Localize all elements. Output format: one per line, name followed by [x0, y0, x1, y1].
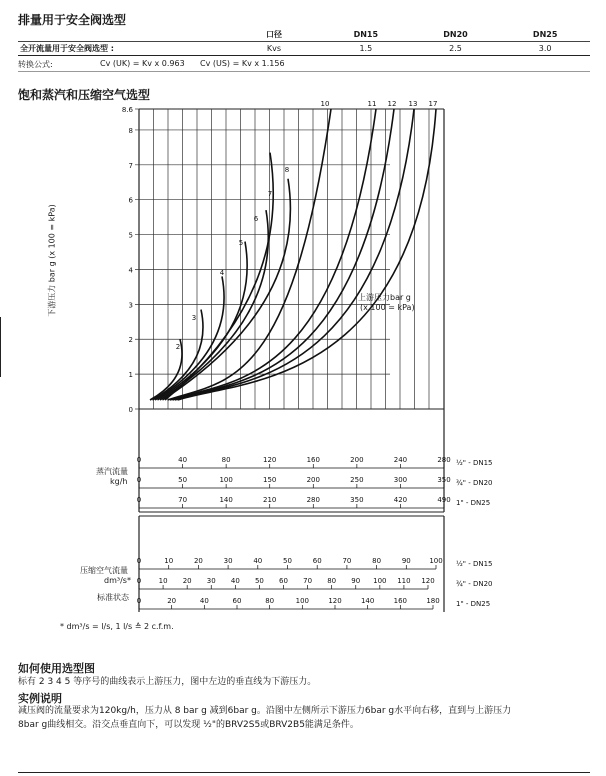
y-tick-label: 1	[128, 371, 133, 380]
scale-tick-label: 60	[312, 557, 322, 565]
air-standard-label: 标准状态	[97, 593, 129, 602]
col-dn20: DN20	[443, 30, 468, 39]
scale-tick-label: 100	[295, 597, 310, 605]
steam-flow-label: 蒸汽流量	[96, 467, 128, 476]
scale-size-label: ½" - DN15	[456, 560, 493, 568]
scale-tick-label: 0	[136, 577, 142, 585]
scale-tick-label: 70	[303, 577, 313, 585]
scale-size-label: 1" - DN25	[456, 600, 491, 608]
scale-tick-label: 50	[254, 577, 264, 585]
scale-tick-label: 420	[393, 496, 408, 504]
curve-upstream-11	[170, 109, 376, 400]
scale-size-label: ½" - DN15	[456, 459, 493, 467]
scale-tick-label: 80	[221, 456, 231, 464]
curve-label: 6	[253, 215, 259, 223]
scale-tick-label: 300	[393, 476, 408, 484]
air-flow-unit: dm³/s*	[104, 576, 131, 585]
scale-tick-label: 30	[223, 557, 233, 565]
scale-tick-label: 160	[393, 597, 408, 605]
scale-tick-label: 80	[372, 557, 382, 565]
curve-label: 5	[238, 239, 244, 247]
col-dn25: DN25	[532, 30, 558, 39]
scale-tick-label: 120	[263, 456, 277, 464]
scale-tick-label: 280	[437, 456, 451, 464]
example-line2: 8bar g曲线相交。沿交点垂直向下，可以发现 ½"的BRV2S5或BRV2B5能满足条件。	[18, 720, 359, 730]
scale-tick-label: 40	[253, 557, 263, 565]
section-title-relief: 排量用于安全阀选型	[18, 13, 127, 27]
scale-tick-label: 240	[393, 456, 408, 464]
scale-tick-label: 20	[182, 577, 192, 585]
scale-tick-label: 490	[437, 496, 451, 504]
scale-tick-label: 120	[421, 577, 435, 585]
curve-upstream-12	[173, 109, 395, 400]
y-tick-label: 8.6	[121, 106, 133, 114]
upstream-unit: (x 100 = kPa)	[360, 303, 415, 312]
kv-dn20: 2.5	[449, 44, 462, 53]
scale-tick-label: 100	[429, 557, 443, 565]
scale-tick-label: 60	[232, 597, 242, 605]
curve-label: 12	[387, 100, 397, 108]
y-tick-label: 7	[128, 161, 133, 170]
scale-tick-label: 350	[350, 496, 364, 504]
scale-size-label: ¾" - DN20	[456, 580, 493, 588]
scale-tick-label: 20	[193, 557, 203, 565]
scale-tick-label: 0	[136, 557, 142, 565]
scale-tick-label: 0	[136, 456, 142, 464]
y-tick-label: 2	[128, 336, 133, 345]
formula-uk: Cv (UK) = Kv x 0.963	[100, 59, 185, 68]
scale-tick-label: 160	[306, 456, 320, 464]
scale-tick-label: 140	[219, 496, 233, 504]
kv-label: Kvs	[266, 44, 282, 53]
steam-flow-unit: kg/h	[110, 477, 128, 486]
curve-label: 11	[367, 100, 377, 108]
scale-tick-label: 0	[136, 496, 142, 504]
curve-label: 3	[191, 314, 197, 322]
scale-tick-label: 200	[350, 456, 364, 464]
scale-tick-label: 200	[306, 476, 320, 484]
kv-dn15: 1.5	[359, 44, 373, 53]
howto-text: 标有 2 3 4 5 等序号的曲线表示上游压力，图中左边的垂直线为下游压力。	[18, 677, 317, 687]
scale-tick-label: 110	[397, 577, 411, 585]
y-tick-label: 0	[128, 406, 133, 414]
y-axis-label: 下游压力 bar g (x 100 = kPa)	[47, 204, 57, 317]
scale-tick-label: 40	[178, 456, 188, 464]
curve-label: 2	[175, 343, 181, 351]
scale-tick-label: 50	[283, 557, 292, 565]
scale-tick-label: 140	[360, 597, 375, 605]
scale-tick-label: 90	[351, 577, 361, 585]
curve-label: 10	[320, 100, 330, 108]
curve-upstream-17	[175, 109, 437, 400]
scale-tick-label: 20	[167, 597, 177, 605]
curve-upstream-10	[168, 109, 332, 400]
scale-tick-label: 70	[342, 557, 352, 565]
scale-tick-label: 10	[158, 577, 168, 585]
scale-tick-label: 80	[327, 577, 337, 585]
scale-tick-label: 100	[373, 577, 387, 585]
scale-tick-label: 100	[219, 476, 233, 484]
example-line1: 减压阀的流量要求为120kg/h，压力从 8 bar g 减到6bar g。沿图中左侧所示下游压力6bar g水平向右移，直到与上游压力	[18, 706, 512, 716]
formula-label: 转换公式:	[18, 60, 53, 69]
scale-tick-label: 70	[178, 496, 188, 504]
curve-label: 7	[267, 190, 273, 198]
example-title: 实例说明	[18, 692, 62, 705]
scale-tick-label: 0	[136, 597, 142, 605]
air-flow-label: 压缩空气流量	[80, 566, 128, 575]
scale-tick-label: 180	[426, 597, 440, 605]
upstream-label: 上游压力bar g	[358, 293, 411, 302]
footnote: * dm³/s = l/s, 1 l/s ≙ 2 c.f.m.	[60, 622, 174, 631]
scale-tick-label: 350	[437, 476, 451, 484]
y-tick-label: 6	[128, 196, 133, 205]
scale-tick-label: 30	[206, 577, 216, 585]
y-tick-label: 3	[128, 301, 133, 310]
formula-us: Cv (US) = Kv x 1.156	[200, 59, 285, 68]
y-tick-label: 8	[128, 126, 133, 135]
section-title-chart: 饱和蒸汽和压缩空气选型	[18, 88, 151, 102]
scale-tick-label: 280	[306, 496, 320, 504]
scale-tick-label: 80	[265, 597, 275, 605]
y-tick-label: 4	[128, 266, 133, 275]
scale-tick-label: 250	[350, 476, 364, 484]
row-label: 全开流量用于安全阀选型 :	[20, 44, 114, 53]
scale-tick-label: 40	[199, 597, 209, 605]
scale-tick-label: 60	[279, 577, 288, 585]
scale-tick-label: 40	[230, 577, 240, 585]
size-header: 口径	[266, 30, 282, 39]
kv-dn25: 3.0	[538, 44, 552, 53]
scale-tick-label: 10	[164, 557, 174, 565]
scale-tick-label: 120	[328, 597, 342, 605]
curve-label: 13	[408, 100, 418, 108]
scale-tick-label: 50	[178, 476, 188, 484]
scale-tick-label: 0	[136, 476, 142, 484]
scale-tick-label: 90	[401, 557, 411, 565]
curve-label: 4	[219, 269, 225, 277]
scale-size-label: ¾" - DN20	[456, 479, 493, 487]
curve-label: 17	[428, 100, 438, 108]
scale-tick-label: 150	[263, 476, 277, 484]
y-tick-label: 5	[128, 231, 133, 240]
howto-title: 如何使用选型图	[18, 662, 95, 675]
scale-size-label: 1" - DN25	[456, 499, 491, 507]
scale-tick-label: 210	[263, 496, 277, 504]
curve-upstream-6	[160, 210, 268, 400]
col-dn15: DN15	[353, 30, 379, 39]
curve-label: 8	[284, 166, 290, 174]
